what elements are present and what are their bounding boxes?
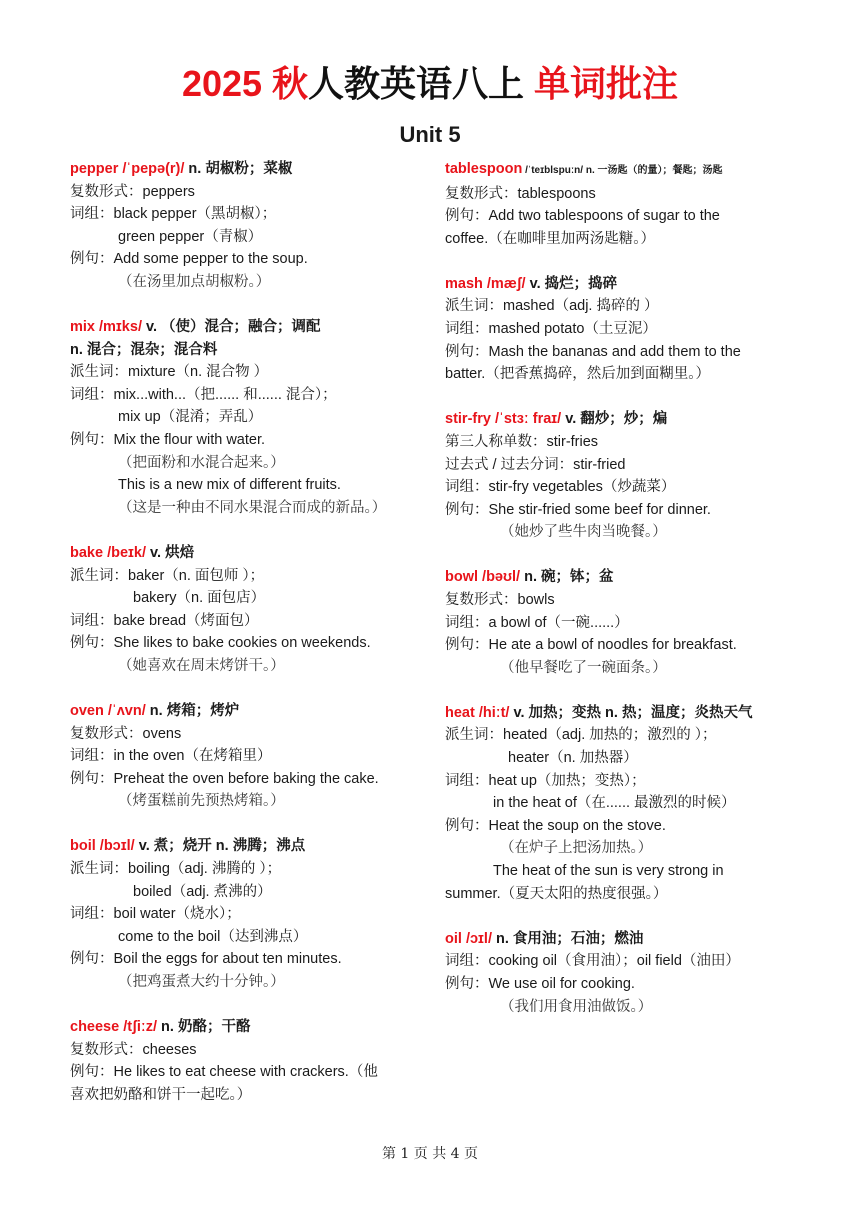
plural-form: 复数形式：tablespoons	[445, 185, 596, 202]
plural-form: 复数形式：cheeses	[70, 1041, 197, 1058]
example: 例句：He likes to eat cheese with crackers.（他	[70, 1064, 378, 1081]
entry-pepper	[70, 158, 440, 294]
example-translation: （这是一种由不同水果混合而成的新品。）	[118, 499, 387, 516]
example-translation: （把鸡蛋煮大约十分钟。）	[118, 974, 285, 990]
phrase: 词组：heat up（加热；变热）；	[445, 772, 646, 789]
phrase: 词组：stir-fry vegetables（炒蔬菜）	[445, 479, 676, 496]
headword: bake /beɪk/	[70, 544, 146, 561]
plural-form: 复数形式：ovens	[70, 725, 182, 742]
entry-boil	[70, 835, 440, 993]
title-subject: 人教英语八上	[308, 63, 535, 104]
example: 例句：Preheat the oven before baking the cake.	[70, 770, 379, 787]
headword: pepper /ˈpepə(r)/	[70, 161, 185, 177]
unit-heading: Unit 5	[399, 122, 461, 147]
phrase: mix up（混淆；弄乱）	[118, 409, 263, 426]
example-translation: （我们用食用油做饭。）	[500, 998, 653, 1015]
derived-word: 派生词：heated（adj. 加热的；激烈的 ）；	[445, 727, 717, 744]
example-translation: （在汤里加点胡椒粉。）	[118, 273, 271, 290]
phrase: 词组：in the oven（在烤箱里）	[70, 748, 272, 765]
example-translation: （他早餐吃了一碗面条。）	[500, 659, 667, 676]
definition: n. 烤箱；烤炉	[145, 702, 240, 719]
example-translation: 喜欢把奶酪和饼干一起吃。）	[70, 1086, 252, 1103]
derived-word: boiled（adj. 煮沸的）	[133, 883, 272, 900]
derived-word: 派生词：mashed（adj. 捣碎的 ）	[445, 298, 659, 315]
derived-word: 派生词：boiling（adj. 沸腾的 ）；	[70, 861, 282, 878]
example: 例句：She stir-fried some beef for dinner.	[445, 501, 711, 518]
definition: v. （使）混合；融合；调配	[141, 319, 321, 336]
headword: heat /hiːt/	[445, 704, 510, 721]
phrase: 词组：mix...with...（把...... 和...... 混合）；	[70, 386, 337, 403]
derived-word: 派生词：mixture（n. 混合物 ）	[70, 364, 269, 381]
headword: oven /ˈʌvn/	[70, 702, 146, 719]
entry-heat	[445, 702, 795, 905]
third-person-form: 第三人称单数：stir-fries	[445, 433, 599, 450]
entry-tablespoon	[445, 158, 795, 250]
title-year: 2025 秋	[181, 63, 309, 104]
example-translation: summer.（夏天太阳的热度很强。）	[445, 885, 668, 902]
definition: v. 翻炒；炒；煸	[561, 411, 668, 428]
example-translation: （她喜欢在周末烤饼干。）	[118, 657, 285, 674]
example: 例句：Add two tablespoons of sugar to the	[445, 208, 720, 225]
example-translation: （把面粉和水混合起来。）	[118, 454, 285, 471]
definition: v. 烘焙	[146, 544, 195, 561]
derived-word: 派生词：baker（n. 面包师 ）；	[70, 567, 265, 584]
phrase: 词组：mashed potato（土豆泥）	[445, 321, 657, 338]
phrase: 词组：bake bread（烤面包）	[70, 612, 259, 629]
headword: mix /mɪks/	[70, 319, 142, 336]
past-form: 过去式 / 过去分词：stir-fried	[445, 456, 626, 473]
entry-cheese	[70, 1016, 440, 1106]
page-footer: 第 1 页 共 4 页	[381, 1146, 479, 1162]
definition: n. 食用油；石油；燃油	[491, 930, 644, 947]
definition: n. 胡椒粉；菜椒	[184, 161, 293, 177]
phrase: 词组：cooking oil（食用油）；oil field（油田）	[445, 953, 740, 970]
definition: v. 加热；变热 n. 热；温度；炎热天气	[509, 704, 753, 721]
example: 例句：We use oil for cooking.	[445, 975, 635, 992]
example: 例句：He ate a bowl of noodles for breakfast.	[445, 637, 737, 654]
headword: boil /bɔɪl/	[70, 838, 135, 855]
derived-word: bakery（n. 面包店）	[133, 590, 266, 607]
example: 例句：Heat the soup on the stove.	[445, 817, 666, 834]
example-translation: （烤蛋糕前先预热烤箱。）	[118, 793, 285, 810]
headword: tablespoon	[445, 161, 523, 177]
example: 例句：Boil the eggs for about ten minutes.	[70, 951, 342, 968]
left-column	[70, 158, 440, 1129]
definition: n. 奶酪；干酪	[157, 1019, 251, 1036]
example-translation: （她炒了些牛肉当晚餐。）	[500, 524, 667, 541]
entry-bake	[70, 542, 440, 678]
phrase: 词组：a bowl of（一碗......）	[445, 614, 629, 631]
example-translation: batter.（把香蕉捣碎，然后加到面糊里。）	[445, 366, 711, 383]
entry-mash	[445, 273, 795, 386]
example-translation: （在炉子上把汤加热。）	[500, 840, 653, 857]
definition: /ˈteɪblspuːn/ n. 一汤匙（的量）；餐匙；汤匙	[522, 165, 723, 176]
definition: n. 混合；混杂；混合料	[70, 341, 218, 358]
plural-form: 复数形式：bowls	[445, 592, 555, 608]
example: This is a new mix of different fruits.	[118, 477, 341, 494]
phrase: in the heat of（在...... 最激烈的时候）	[493, 795, 736, 812]
headword: mash /mæʃ/	[445, 275, 526, 292]
entry-oil	[445, 928, 795, 1018]
plural-form: 复数形式：peppers	[70, 183, 195, 200]
phrase: 词组：boil water（烧水）；	[70, 906, 241, 923]
derived-word: heater（n. 加热器）	[508, 750, 638, 767]
entry-mix	[70, 316, 440, 519]
example: 例句：Mix the flour with water.	[70, 432, 265, 449]
example: The heat of the sun is very strong in	[493, 863, 724, 880]
entry-bowl	[445, 566, 795, 679]
example: 例句：She likes to bake cookies on weekends.	[70, 635, 371, 652]
entry-oven	[70, 700, 440, 813]
title-topic: 单词批注	[534, 63, 679, 104]
headword: stir-fry /ˈstɜː fraɪ/	[445, 411, 562, 428]
right-column	[445, 158, 795, 1041]
definition: v. 捣烂；捣碎	[525, 275, 618, 292]
example: 例句：Add some pepper to the soup.	[70, 251, 308, 268]
phrase: green pepper（青椒）	[118, 228, 263, 245]
entry-stir-fry	[445, 408, 795, 544]
headword: bowl /bəʊl/	[445, 569, 521, 586]
definition: n. 碗；钵；盆	[520, 569, 614, 586]
headword: cheese /tʃiːz/	[70, 1019, 158, 1036]
example-translation: coffee.（在咖啡里加两汤匙糖。）	[445, 230, 656, 247]
definition: v. 煮；烧开 n. 沸腾；沸点	[134, 838, 306, 855]
page-title	[0, 62, 860, 106]
phrase: 词组：black pepper（黑胡椒）；	[70, 206, 277, 223]
headword: oil /ɔɪl/	[445, 930, 492, 947]
phrase: come to the boil（达到沸点）	[118, 928, 308, 945]
example: 例句：Mash the bananas and add them to the	[445, 343, 741, 360]
